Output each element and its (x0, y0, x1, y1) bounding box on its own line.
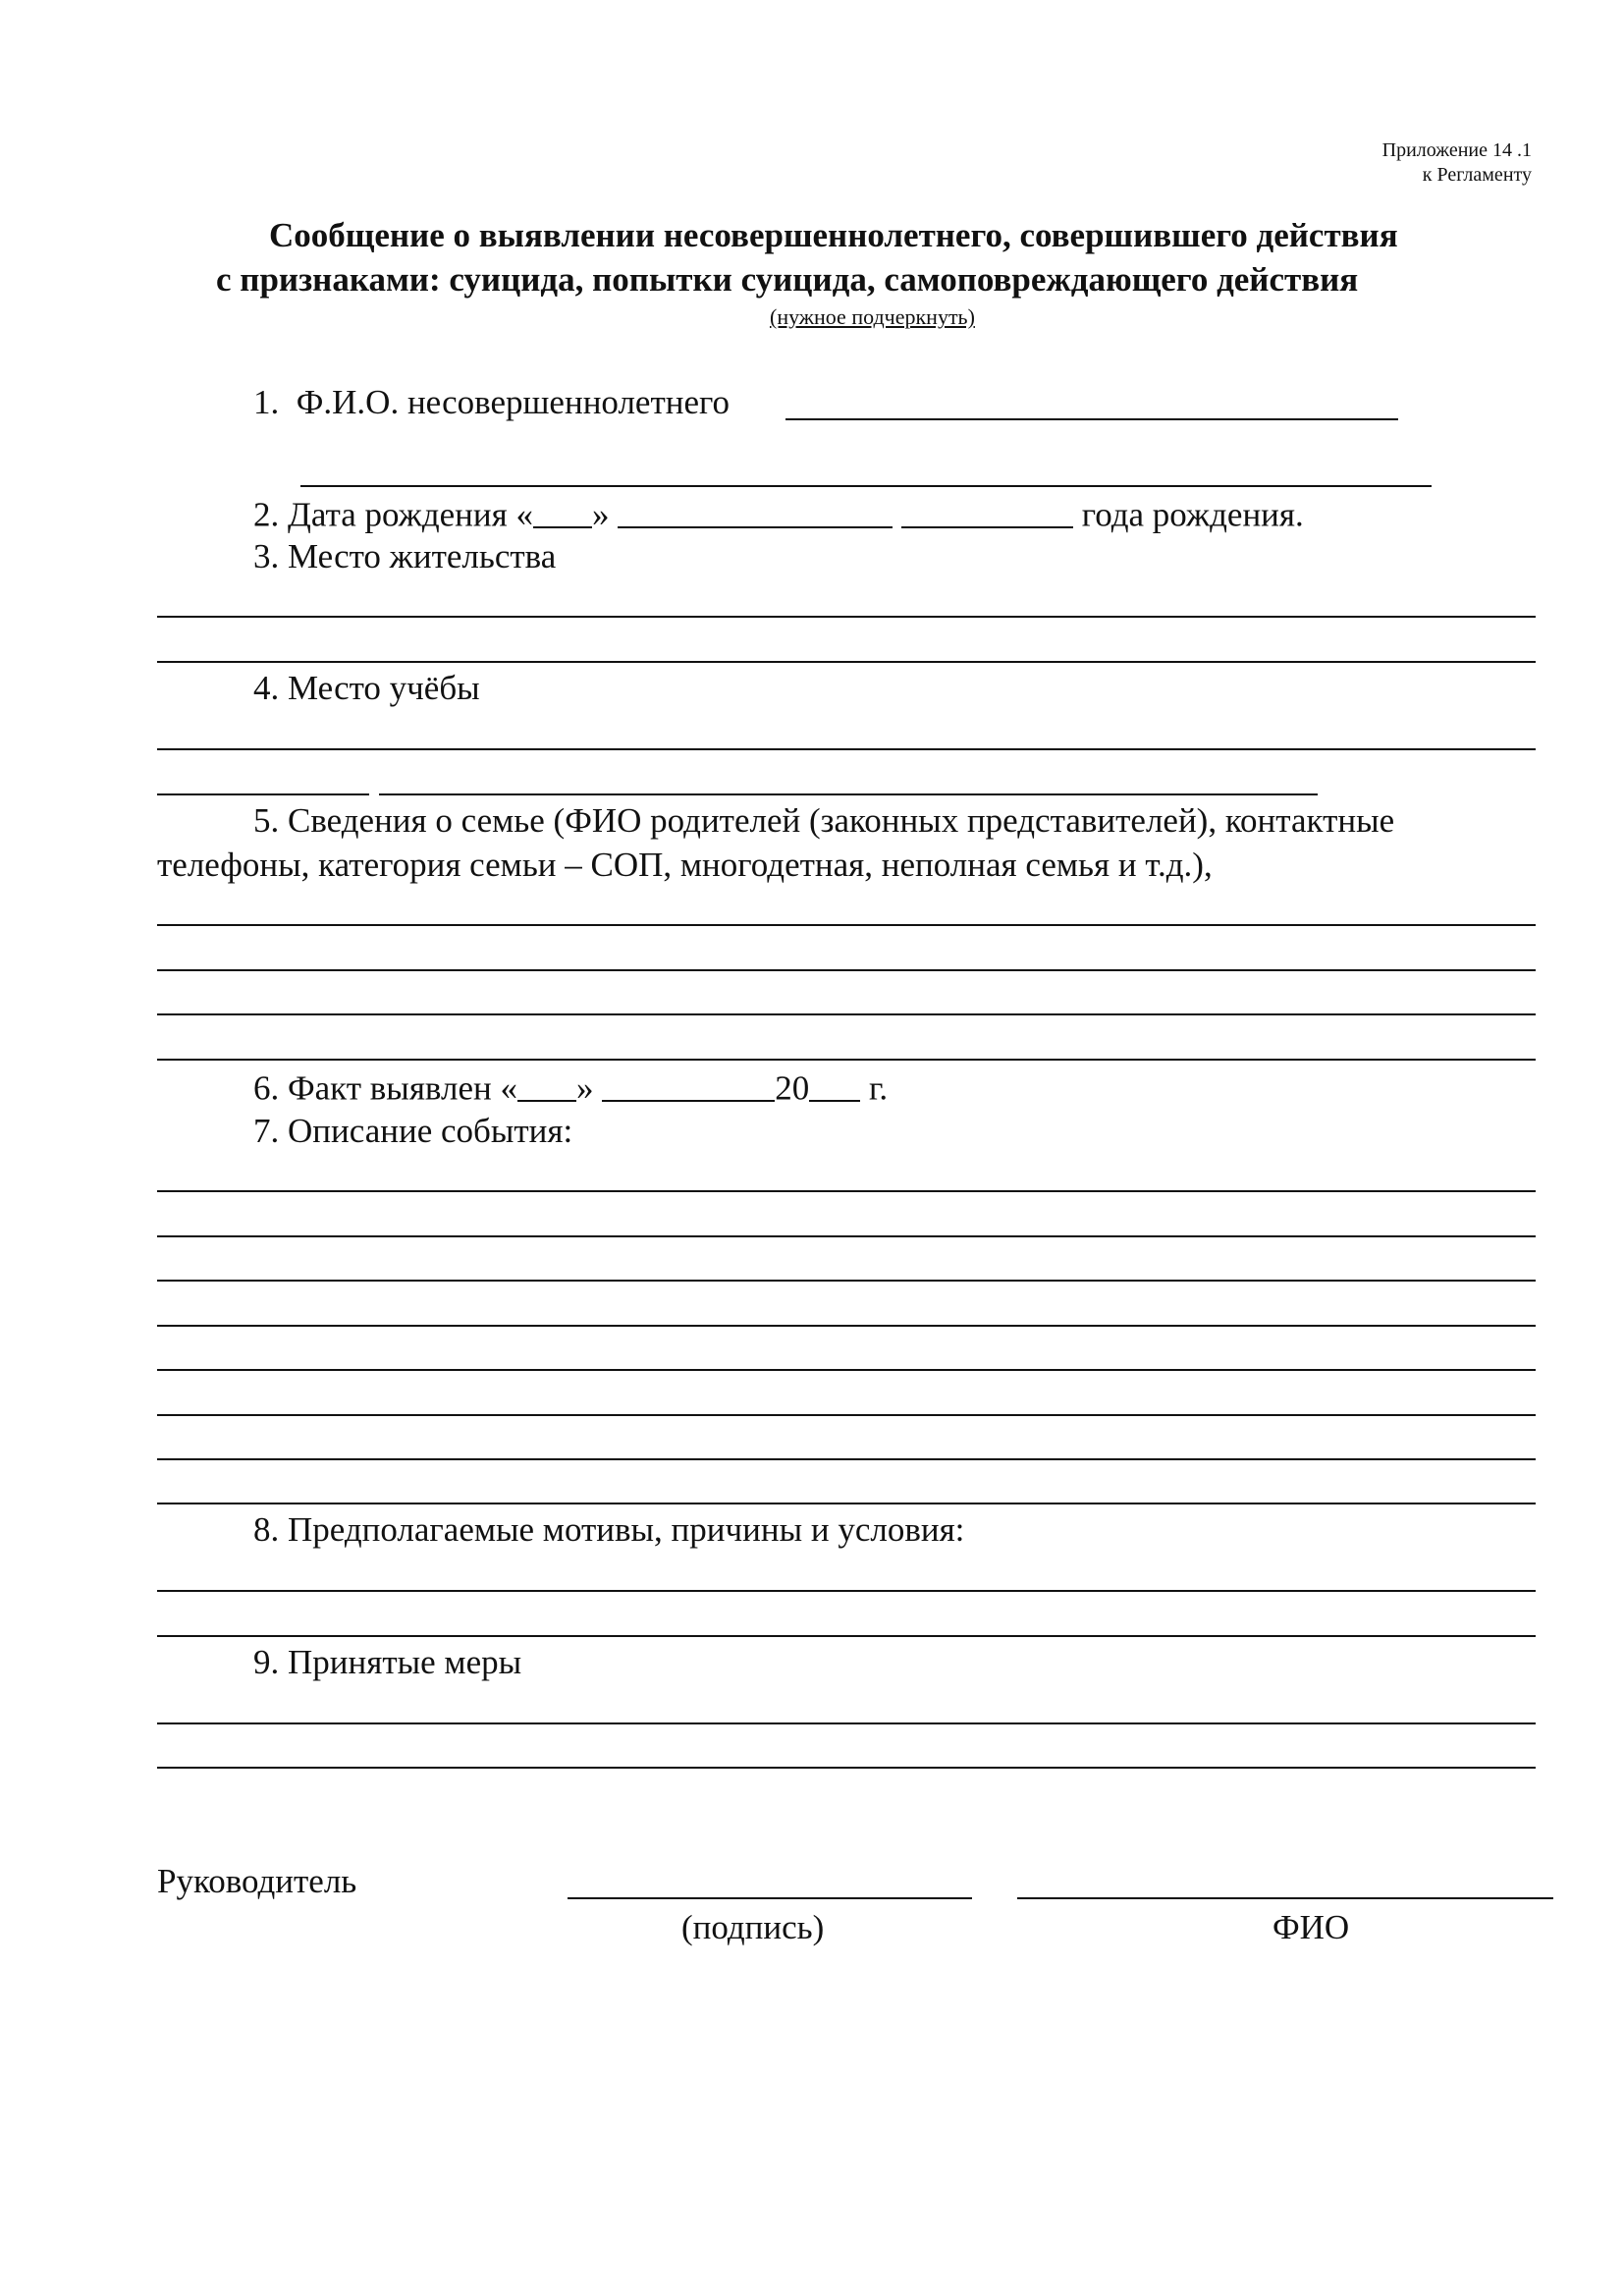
signature-role: Руководитель (157, 1862, 357, 1900)
event-field-line-6[interactable] (157, 1414, 1536, 1416)
family-field-line-4[interactable] (157, 1059, 1536, 1061)
event-field-line-2[interactable] (157, 1235, 1536, 1237)
event-field-line-1[interactable] (157, 1190, 1536, 1192)
event-field-line-3[interactable] (157, 1280, 1536, 1282)
birth-year-field[interactable] (901, 495, 1073, 528)
detected-month-field[interactable] (602, 1068, 775, 1102)
appendix-number: Приложение 14 .1 (1381, 139, 1532, 161)
detected-year-field[interactable] (809, 1068, 860, 1102)
motives-field-line-2[interactable] (157, 1635, 1536, 1637)
item-measures-label: 9. Принятые меры (253, 1643, 522, 1681)
fio-field-line-1[interactable] (785, 418, 1398, 420)
title-note: (нужное подчеркнуть) (770, 304, 975, 329)
item-study-label: 4. Место учёбы (253, 669, 480, 707)
residence-field-line-2[interactable] (157, 661, 1536, 663)
detected-day-field[interactable] (517, 1068, 576, 1102)
signature-fio-field-line[interactable] (1017, 1897, 1553, 1899)
fio-field-line-2[interactable] (300, 485, 1432, 487)
birth-date-suffix: года рождения. (1081, 495, 1304, 534)
birth-day-field[interactable] (533, 495, 592, 528)
event-field-line-5[interactable] (157, 1369, 1536, 1371)
family-field-line-3[interactable] (157, 1013, 1536, 1015)
event-field-line-4[interactable] (157, 1325, 1536, 1327)
item-event-label: 7. Описание события: (253, 1112, 573, 1150)
measures-field-line-2[interactable] (157, 1767, 1536, 1769)
signature-sign-label: (подпись) (681, 1908, 825, 1946)
family-field-line-1[interactable] (157, 924, 1536, 926)
residence-field-line-1[interactable] (157, 616, 1536, 618)
signature-field-line[interactable] (568, 1897, 972, 1899)
measures-field-line-1[interactable] (157, 1722, 1536, 1724)
birth-month-field[interactable] (618, 495, 893, 528)
item-detected (253, 1068, 888, 1106)
detected-year-prefix: 20 (775, 1068, 810, 1108)
birth-date-quote: » (591, 495, 610, 534)
study-field-line-1[interactable] (157, 748, 1536, 750)
study-field-line-2a[interactable] (157, 793, 369, 795)
study-field-line-2b[interactable] (379, 793, 1318, 795)
title-line-2: с признаками: суицида, попытки суицида, самоповреждающего действия (216, 260, 1359, 299)
event-field-line-7[interactable] (157, 1458, 1536, 1460)
detected-prefix: 6. Факт выявлен « (253, 1068, 517, 1108)
birth-date-prefix: 2. Дата рождения « (253, 495, 533, 534)
item-residence-label: 3. Место жительства (253, 537, 557, 575)
motives-field-line-1[interactable] (157, 1590, 1536, 1592)
item-family-line-2: телефоны, категория семьи – СОП, многодетная, неполная семья и т.д.), (157, 846, 1213, 884)
signature-fio-label: ФИО (1272, 1908, 1350, 1946)
detected-quote: » (575, 1068, 594, 1108)
title-line-1: Сообщение о выявлении несовершеннолетнего, совершившего действия (269, 216, 1398, 254)
event-field-line-8[interactable] (157, 1503, 1536, 1504)
detected-suffix: г. (868, 1068, 889, 1108)
item-motives-label: 8. Предполагаемые мотивы, причины и условия: (253, 1510, 965, 1549)
family-field-line-2[interactable] (157, 969, 1536, 971)
item-family-line-1: 5. Сведения о семье (ФИО родителей (законных представителей), контактные (253, 801, 1395, 840)
item-birth-date (253, 495, 1304, 532)
item-fio-label: 1. Ф.И.О. несовершеннолетнего (253, 383, 731, 421)
appendix-reference: к Регламенту (1422, 164, 1532, 186)
